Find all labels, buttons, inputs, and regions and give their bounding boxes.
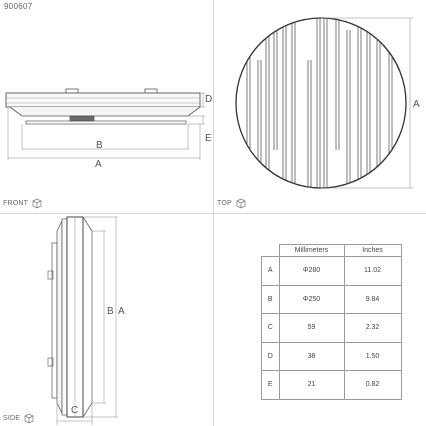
top-lamp-outline bbox=[236, 18, 406, 188]
table-header-inches: Inches bbox=[344, 245, 401, 257]
front-view-label bbox=[3, 197, 43, 209]
front-dim-e-label: E bbox=[205, 133, 212, 144]
table-cell-in: 11.02 bbox=[344, 257, 401, 286]
dimension-table bbox=[261, 244, 402, 400]
front-top-lug bbox=[66, 89, 78, 93]
top-view-drawing bbox=[213, 0, 426, 213]
table-row bbox=[262, 257, 402, 286]
table-cell-mm: 21 bbox=[279, 371, 344, 400]
side-dim-c-label: C bbox=[71, 405, 79, 416]
front-dim-d-label: D bbox=[205, 94, 213, 105]
side-view-label bbox=[3, 412, 35, 424]
table-cell-mm: 59 bbox=[279, 314, 344, 343]
table-header-millimeters: Millimeters bbox=[279, 245, 344, 257]
table-cell-key: B bbox=[262, 285, 280, 314]
table-cell-key: D bbox=[262, 342, 280, 371]
side-body-inner bbox=[62, 219, 67, 415]
side-dim-b-label: B bbox=[107, 306, 114, 317]
cube-icon-side bbox=[23, 412, 35, 424]
table-cell-in: 9.84 bbox=[344, 285, 401, 314]
table-header-row bbox=[262, 245, 402, 257]
front-dim-a-label: A bbox=[95, 159, 102, 170]
front-center-plate bbox=[70, 116, 94, 121]
cube-icon-front bbox=[31, 197, 43, 209]
side-view-label-text: SIDE bbox=[3, 414, 21, 422]
table-cell-key: E bbox=[262, 371, 280, 400]
front-view-drawing bbox=[0, 0, 213, 213]
table-cell-in: 0.82 bbox=[344, 371, 401, 400]
front-top-lug bbox=[145, 89, 157, 93]
front-base-ledge bbox=[26, 121, 186, 124]
top-dim-a-label: A bbox=[413, 99, 420, 110]
side-dim-a-label: A bbox=[118, 306, 125, 317]
front-lamp-body bbox=[6, 93, 200, 107]
top-view-label bbox=[217, 197, 247, 209]
side-mount-plate bbox=[52, 243, 57, 398]
table-cell-key: C bbox=[262, 314, 280, 343]
table-row bbox=[262, 371, 402, 400]
front-view-label-text: FRONT bbox=[3, 199, 29, 207]
side-step-left bbox=[57, 221, 62, 413]
front-dim-b-label: B bbox=[96, 140, 103, 151]
table-row bbox=[262, 285, 402, 314]
table-cell-key: A bbox=[262, 257, 280, 286]
table-row bbox=[262, 342, 402, 371]
side-outer-edge bbox=[83, 217, 92, 417]
table-row bbox=[262, 314, 402, 343]
table-header-blank bbox=[262, 245, 280, 257]
table-cell-in: 2.32 bbox=[344, 314, 401, 343]
table-cell-mm: Φ250 bbox=[279, 285, 344, 314]
table-cell-mm: Φ280 bbox=[279, 257, 344, 286]
product-code: 900607 bbox=[4, 2, 33, 11]
table-cell-in: 1.50 bbox=[344, 342, 401, 371]
table-cell-mm: 38 bbox=[279, 342, 344, 371]
top-view-label-text: TOP bbox=[217, 199, 232, 207]
front-lower-taper bbox=[10, 107, 200, 116]
side-view-drawing bbox=[0, 213, 213, 426]
cube-icon-top bbox=[235, 197, 247, 209]
